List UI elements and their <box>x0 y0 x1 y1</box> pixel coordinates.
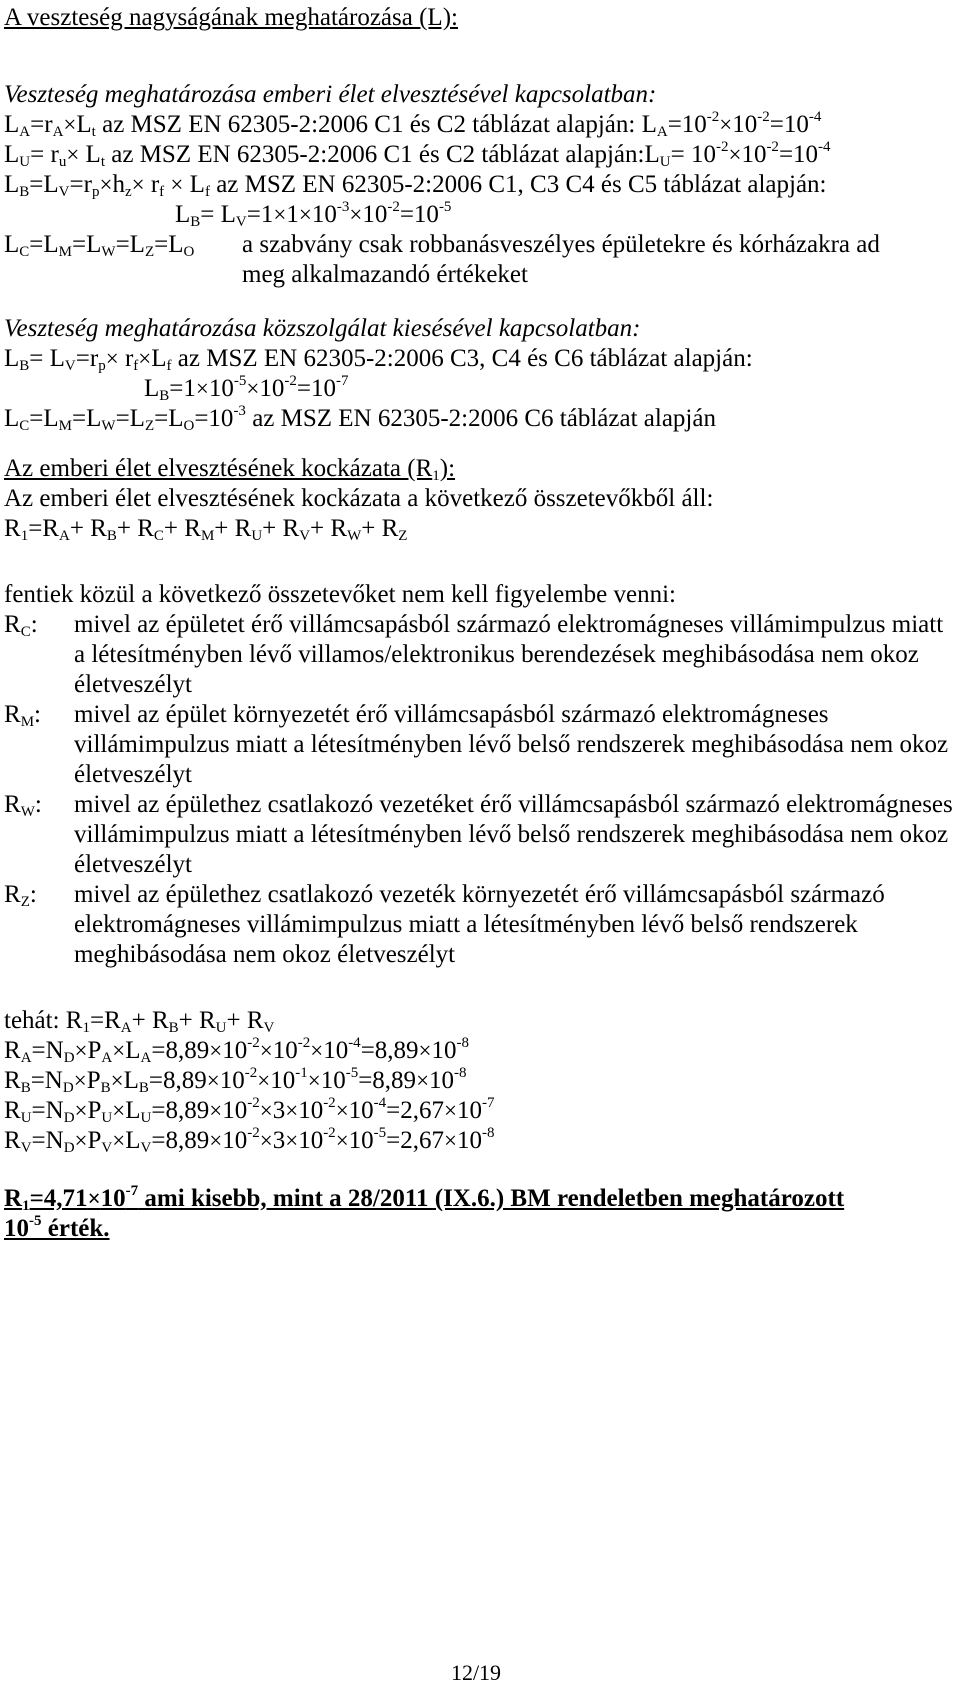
formula-ru: $R_U=N_D\times P_U\times L_U=8,89\times 10^{-2}\times 3\times 10^{-2}\times 10^{-4}=2,67\times 10^{-7}$ <box>4 1095 495 1126</box>
exclusion-rz: $R_Z$: mivel az épülethez csatlakozó vezeték környezetét érő villámcsapásból származó elektromágneses villámimpulzus miatt a létesítményben lévő belső rendszerek meghibásodása nem okoz életveszélyt <box>4 881 885 968</box>
page-heading: A veszteség nagyságának meghatározása (L): <box>4 4 458 31</box>
formula-lc: $L_C=L_M=L_W=L_Z=L_O$ a szabvány csak robbanásveszélyes épületekre és kórházakra ad meg alkalmazandó értékeket <box>4 231 880 288</box>
section-title-public-service: Veszteség meghatározása közszolgálat kiesésével kapcsolatban: <box>4 315 641 342</box>
exclude-intro: fentiek közül a következő összetevőket nem kell figyelembe venni: <box>4 581 676 608</box>
formula-r1: $R_1=R_A+ R_B+ R_C+ R_M+ R_U+ R_V+ R_W+ R_Z$ <box>4 515 408 544</box>
formula-lu: $L_U= r_u\times L_t$ az MSZ EN 62305-2:2006 C1 és C2 táblázat $alapján:L_U= 10^{-2}\times 10^{-2}=10^{-4}$ <box>4 139 831 170</box>
risk-intro: Az emberi élet elvesztésének kockázata a következő összetevőkből áll: <box>4 485 714 512</box>
document-page <box>4 0 954 1244</box>
exclusion-rm: $R_M$: mivel az épület környezetét érő villámcsapásból származó elektromágneses villámimpulzus miatt a létesítményben lévő belső rendszerek meghibásodása nem okoz életveszélyt <box>4 701 949 788</box>
exclusion-rc: $R_C$: mivel az épületet érő villámcsapásból származó elektromágneses villámimpulzus miatt a létesítményben lévő villamos/elektronikus berendezések meghibásodása nem okoz életveszélyt <box>4 611 944 698</box>
formula-la: $L_A=r_A\times L_t$ az MSZ EN 62305-2:2006 C1 és C2 táblázat alapján: $L_A=10^{-2}\times 10^{-2}=10^{-4}$ <box>4 109 822 140</box>
formula-r1-reduced: tehát: $R_1=R_A+ R_B+ R_U+ R_V$ <box>4 1007 275 1036</box>
formula-lb-value: $L_B= L_V=1\times 1\times 10^{-3}\times 10^{-2}=10^{-5}$ <box>175 199 452 230</box>
formula-rv: $R_V=N_D\times P_V\times L_V=8,89\times 10^{-2}\times 3\times 10^{-2}\times 10^{-5}=2,67\times 10^{-8}$ <box>4 1125 495 1156</box>
formula-ra: $R_A=N_D\times P_A\times L_A=8,89\times 10^{-2}\times 10^{-2}\times 10^{-4}=8,89\times 10^{-8}$ <box>4 1035 470 1066</box>
formula-lb: $L_B=L_V=r_p\times h_z\times r_f \times L_f$ az MSZ EN 62305-2:2006 C1, C3 C4 és C5 táblázat alapján: <box>4 171 827 200</box>
conclusion: $R_1=4,71\times 10^{-7}$ ami kisebb, mint a 28/2011 (IX.6.) BM rendeletben meghatározott $10^{-5}$ érték. <box>4 1183 845 1242</box>
formula-lc2: $L_C=L_M=L_W=L_Z=L_O=10^{-3}$ az MSZ EN 62305-2:2006 C6 táblázat alapján <box>4 403 716 434</box>
formula-lb2-value: $L_B=1\times 10^{-5}\times 10^{-2}=10^{-7}$ <box>144 373 349 404</box>
section-title-life-loss: Veszteség meghatározása emberi élet elvesztésével kapcsolatban: <box>4 81 657 108</box>
exclusion-rw: $R_W$: mivel az épülethez csatlakozó vezetéket érő villámcsapásból származó elektromágneses villámimpulzus miatt a létesítményben lévő belső rendszerek meghibásodása nem okoz életveszélyt <box>4 791 953 878</box>
page-number: 12/19 <box>450 1660 502 1685</box>
formula-lb2: $L_B= L_V=r_p\times r_f\times L_f$ az MSZ EN 62305-2:2006 C3, C4 és C6 táblázat alapján: <box>4 345 753 374</box>
formula-rb: $R_B=N_D\times P_B\times L_B=8,89\times 10^{-2}\times 10^{-1}\times 10^{-5}=8,89\times 10^{-8}$ <box>4 1065 467 1096</box>
risk-heading: Az emberi élet elvesztésének kockázata $(R_1)$: <box>4 455 456 484</box>
